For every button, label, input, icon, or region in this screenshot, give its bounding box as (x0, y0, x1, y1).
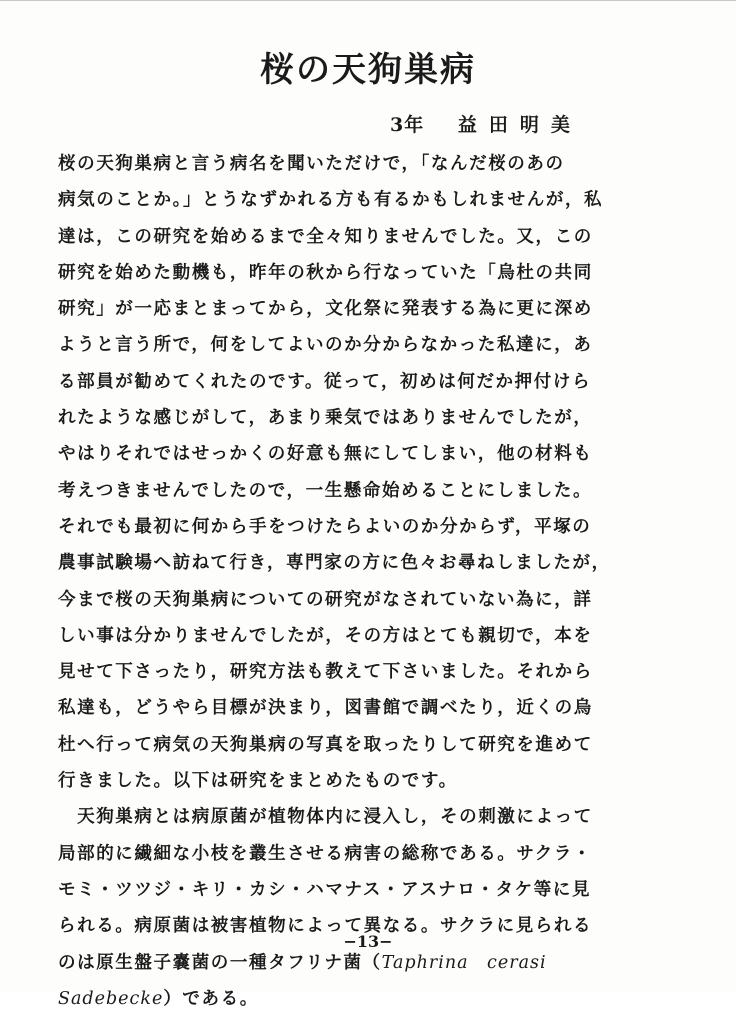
text-line: 達は，この研究を始めるまで全々知りませんでした。又，この (58, 226, 593, 247)
text-line: しい事は分かりませんでしたが，その方はとても親切で，本を (58, 625, 593, 646)
text-line: やはりそれではせっかくの好意も無にしてしまい，他の材料も (58, 444, 593, 465)
text-line: 農事試験場へ訪ねて行き，専門家の方に色々お尋ねしましたが， (58, 553, 611, 574)
text-line: 局部的に繊細な小枝を叢生させる病害の総称である。サクラ・ (58, 843, 593, 864)
scan-edge (0, 0, 736, 7)
text-line: 天狗巣病とは病原菌が植物体内に浸入し，その刺激によって (58, 807, 593, 828)
text-line: 見せて下さったり，研究方法も教えて下さいました。それから (58, 662, 593, 683)
text-line: 今まで桜の天狗巣病についての研究がなされていない為に，詳 (58, 589, 593, 610)
text-line: 研究」が一応まとまってから，文化祭に発表する為に更に深め (58, 299, 593, 320)
text-line: 行きました。以下は研究をまとめたものです。 (58, 771, 458, 792)
text-line: それでも最初に何から手をつけたらよいのか分からず，平塚の (58, 516, 592, 537)
text-line: 私達も，どうやら目標が決まり，図書館で調べたり，近くの烏 (58, 698, 593, 719)
text-line: 桜の天狗巣病と言う病名を聞いただけで，「なんだ桜のあの (58, 154, 565, 174)
text-line: ようと言う所で，何をしてよいのか分からなかった私達に，あ (58, 335, 593, 356)
text-line: 研究を始めた動機も，昨年の秋から行なっていた「烏杜の共同 (58, 262, 593, 283)
body-text (58, 146, 698, 1017)
text-line: 病気のことか。」とうなずかれる方も有るかもしれませんが，私 (58, 190, 604, 211)
scientific-name-author: Sadebecke (58, 988, 164, 1009)
text-line: 杜へ行って病気の天狗巣病の写真を取ったりして研究を進めて (58, 734, 593, 755)
text-line: る部員が勧めてくれたのです。従って，初めは何だか押付けら (58, 371, 592, 392)
document-title: 桜の天狗巣病 (260, 50, 476, 90)
text-line: 考えつきませんでしたので，一生懸命始めることにしました。 (58, 480, 593, 501)
page-number: −13− (343, 932, 393, 951)
text-line: モミ・ツツジ・キリ・カシ・ハマナス・アスナロ・タケ等に見 (58, 879, 592, 900)
text-line-prefix: のは原生盤子嚢菌の一種タフリナ菌（ (58, 952, 382, 973)
author-line (390, 110, 582, 137)
text-line-suffix: ）である。 (163, 988, 259, 1009)
author-grade: 3年 (390, 114, 425, 136)
text-line: れたような感じがして，あまり乗気ではありませんでしたが， (58, 408, 593, 429)
scientific-name: Taphrina cerasi (381, 952, 547, 973)
text-line: られる。病原菌は被害植物によって異なる。サクラに見られる (58, 916, 593, 937)
text-line (58, 981, 698, 1017)
author-name: 益田明美 (457, 114, 582, 136)
